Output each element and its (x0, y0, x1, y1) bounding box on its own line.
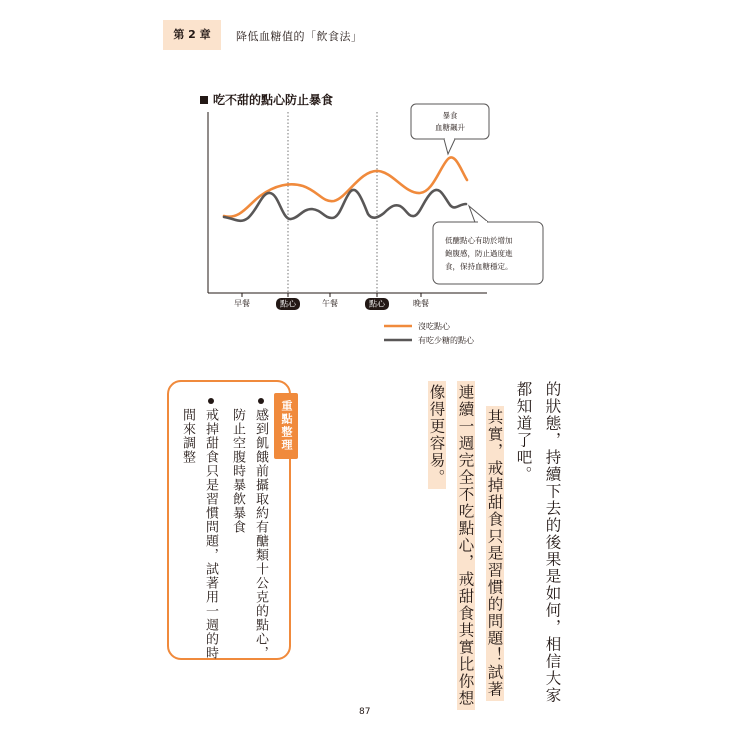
key-point-2-line-1: 戒掉甜食只是習慣問題，試著用一週的時 (203, 408, 218, 660)
body-line-1: 的狀態，持續下去的後果是如何，相信大家 (543, 381, 562, 704)
chapter-tab: 第 2 章 (163, 20, 221, 50)
callout-low-sugar-line1: 低醣點心有助於增加 (445, 236, 513, 245)
x-tick-label-snack-1: 點心 (280, 299, 296, 309)
series-line-no-snack (224, 157, 467, 216)
x-tick-label-dinner: 晚餐 (413, 299, 429, 308)
page-number: 87 (359, 707, 371, 717)
body-line-2: 都知道了吧。 (514, 381, 533, 483)
key-point-1-line-1: 感到飢餓前攝取約有醣類十公克的點心， (253, 408, 268, 660)
body-line-3 (486, 406, 502, 701)
x-tick-label-snack-2: 點心 (369, 299, 385, 309)
chart-title-text: 吃不甜的點心防止暴食 (213, 93, 334, 107)
bullet-icon (258, 398, 264, 404)
callout-pointer (444, 139, 455, 154)
body-line-4-highlight: 連續一週完全不吃點心，戒甜食其實比你想 (457, 381, 475, 710)
body-line-5-highlight: 像得更容易。 (428, 381, 446, 489)
callout-low-sugar-line2: 飽腹感，防止過度進 (445, 249, 513, 258)
key-point-2-line-2: 間來調整 (180, 408, 195, 464)
body-line-5 (428, 381, 444, 489)
body-line-4 (457, 381, 473, 710)
legend-label-no-snack: 沒吃點心 (418, 322, 450, 331)
body-line-3-highlight: 其實，戒掉甜食只是習慣的問題！試著 (486, 406, 504, 701)
callout-low-sugar-line3: 食，保持血糖穩定。 (445, 262, 513, 271)
key-points-label: 重點整理 (274, 393, 298, 459)
legend-label-low-sugar: 有吃少糖的點心 (418, 336, 474, 345)
callout-binge-line1: 暴食 (442, 111, 458, 120)
blood-sugar-chart (0, 0, 750, 360)
x-tick-label-breakfast: 早餐 (234, 299, 250, 308)
x-tick-label-lunch: 午餐 (322, 299, 338, 308)
callout-binge-line2: 血糖飆升 (435, 123, 465, 132)
bullet-icon (208, 398, 214, 404)
chapter-title: 降低血糖值的「飲食法」 (236, 30, 363, 43)
key-point-1-line-2: 防止空腹時暴飲暴食 (230, 408, 245, 534)
callout-box-binge (411, 104, 489, 139)
